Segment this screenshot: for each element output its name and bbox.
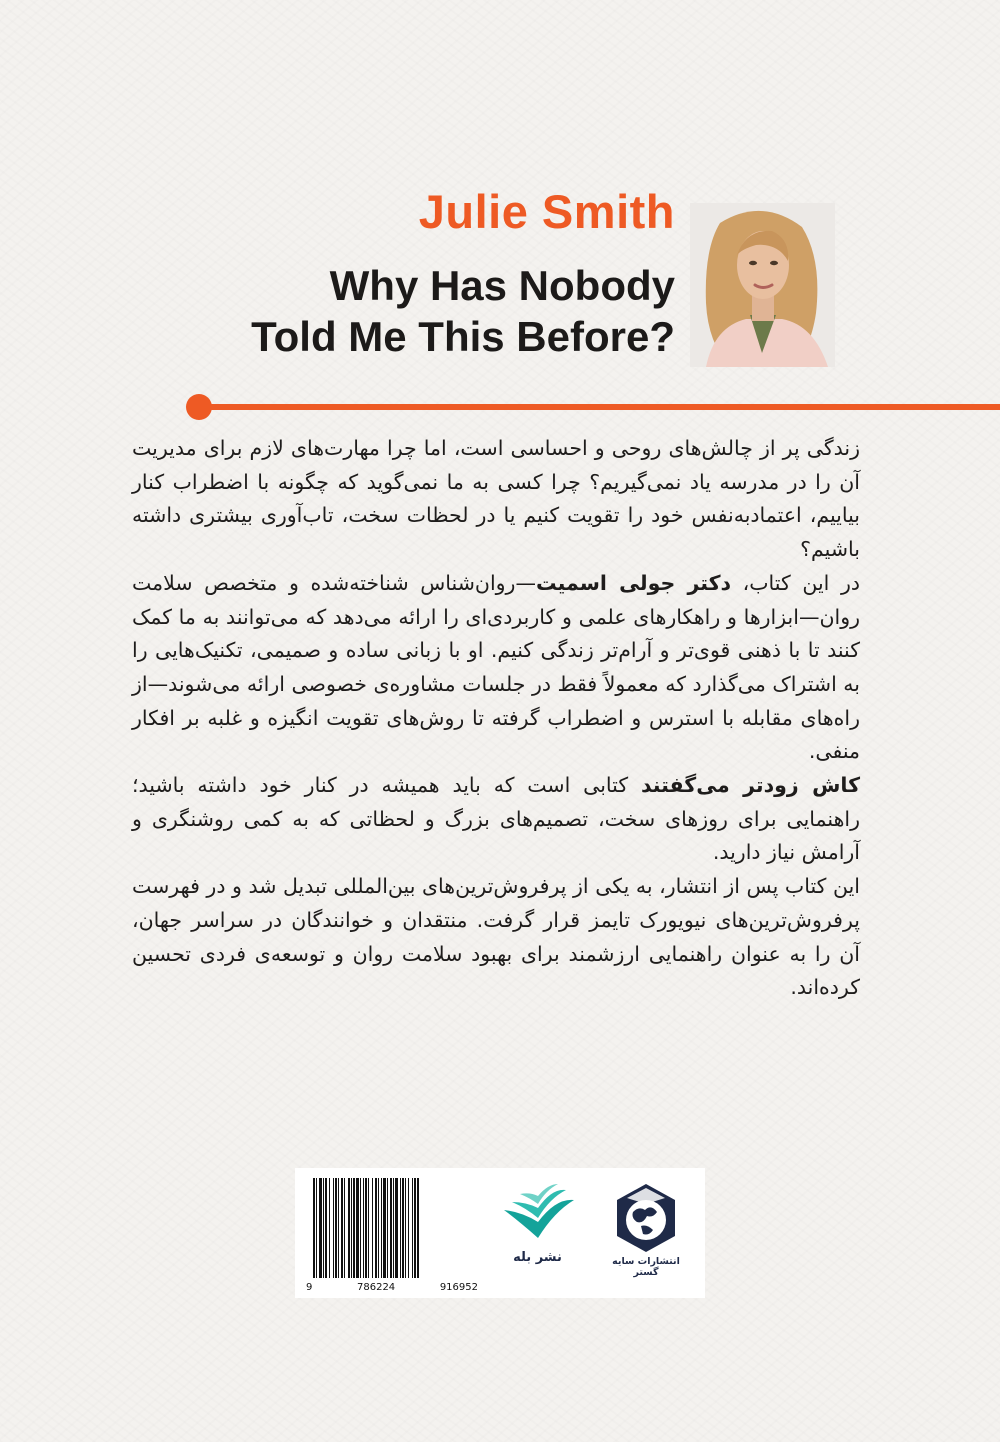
isbn-lead-digit: 9 — [306, 1282, 313, 1293]
divider-line — [200, 404, 1000, 410]
book-title-line-1: Why Has Nobody — [329, 262, 675, 309]
author-name-persian: دکتر جولی اسمیت — [535, 570, 732, 595]
isbn-group-2: 916952 — [439, 1282, 478, 1293]
blurb-paragraph-2 — [132, 567, 860, 769]
saye-gostar-globe-logo-icon — [613, 1182, 679, 1254]
book-title-persian: کاش زودتر می‌گفتند — [640, 773, 860, 798]
author-photo — [690, 203, 835, 367]
blurb-p3-body: کتابی است که باید همیشه در کنار خود داشته باشید؛ راهنمایی برای روزهای سخت، تصمیم‌های بزرگ و لحظاتی که به کمی روشنگری و آرامش نیاز دارید. — [132, 773, 860, 865]
book-title-line-2: Told Me This Before? — [251, 313, 675, 360]
baleh-logo-text: نشر بله — [513, 1250, 562, 1265]
baleh-book-logo-icon — [498, 1182, 578, 1244]
blurb-p2-intro: در این کتاب، — [731, 570, 860, 595]
author-name: Julie Smith — [418, 185, 675, 238]
back-cover-blurb — [132, 432, 860, 1005]
book-title — [251, 260, 675, 362]
blurb-paragraph-3 — [132, 769, 860, 870]
isbn-digits — [306, 1282, 478, 1293]
blurb-paragraph-4: این کتاب پس از انتشار، به یکی از پرفروش‌ترین‌های بین‌المللی تبدیل شد و در فهرست پرفروش‌ترین‌های نیویورک تایمز قرار گرفت. منتقدان و خوانندگان در سراسر جهان، آن را به عنوان راهنمایی ارزشمند برای بهبود سلامت روان و توسعه‌ی فردی تحسین کرده‌اند. — [132, 874, 860, 1000]
isbn-barcode — [305, 1178, 479, 1280]
divider-dot — [186, 394, 212, 420]
saye-gostar-logo-text: انتشارات سایه گستر — [612, 1256, 680, 1278]
blurb-p2-body: —روان‌شناس شناخته‌شده و متخصص سلامت روان—ابزارها و راهکارهای علمی و کاربردی‌ای را ارائه می‌دهد که می‌توانند به ما کمک کنند تا با ذهنی قوی‌تر و آرام‌تر زندگی کنیم. او با زبانی ساده و صمیمی، تکنیک‌هایی را به اشتراک می‌گذارد که معمولاً فقط در جلسات مشاوره‌ی خصوصی ارائه می‌شوند—از راه‌های مقابله با استرس و اضطراب گرفته تا روش‌های تقویت انگیزه و غلبه بر افکار منفی. — [132, 570, 860, 764]
blurb-paragraph-1: زندگی پر از چالش‌های روحی و احساسی است، اما چرا مهارت‌های لازم برای مدیریت آن را در مدرسه یاد نمی‌گیریم؟ چرا کسی به ما نمی‌گوید که چگونه با اضطراب کنار بیاییم، اعتمادبه‌نفس خود را تقویت کنیم یا در لحظات سخت، تاب‌آوری بیشتری داشته باشیم؟ — [132, 436, 860, 562]
isbn-group-1: 786224 — [357, 1282, 396, 1293]
